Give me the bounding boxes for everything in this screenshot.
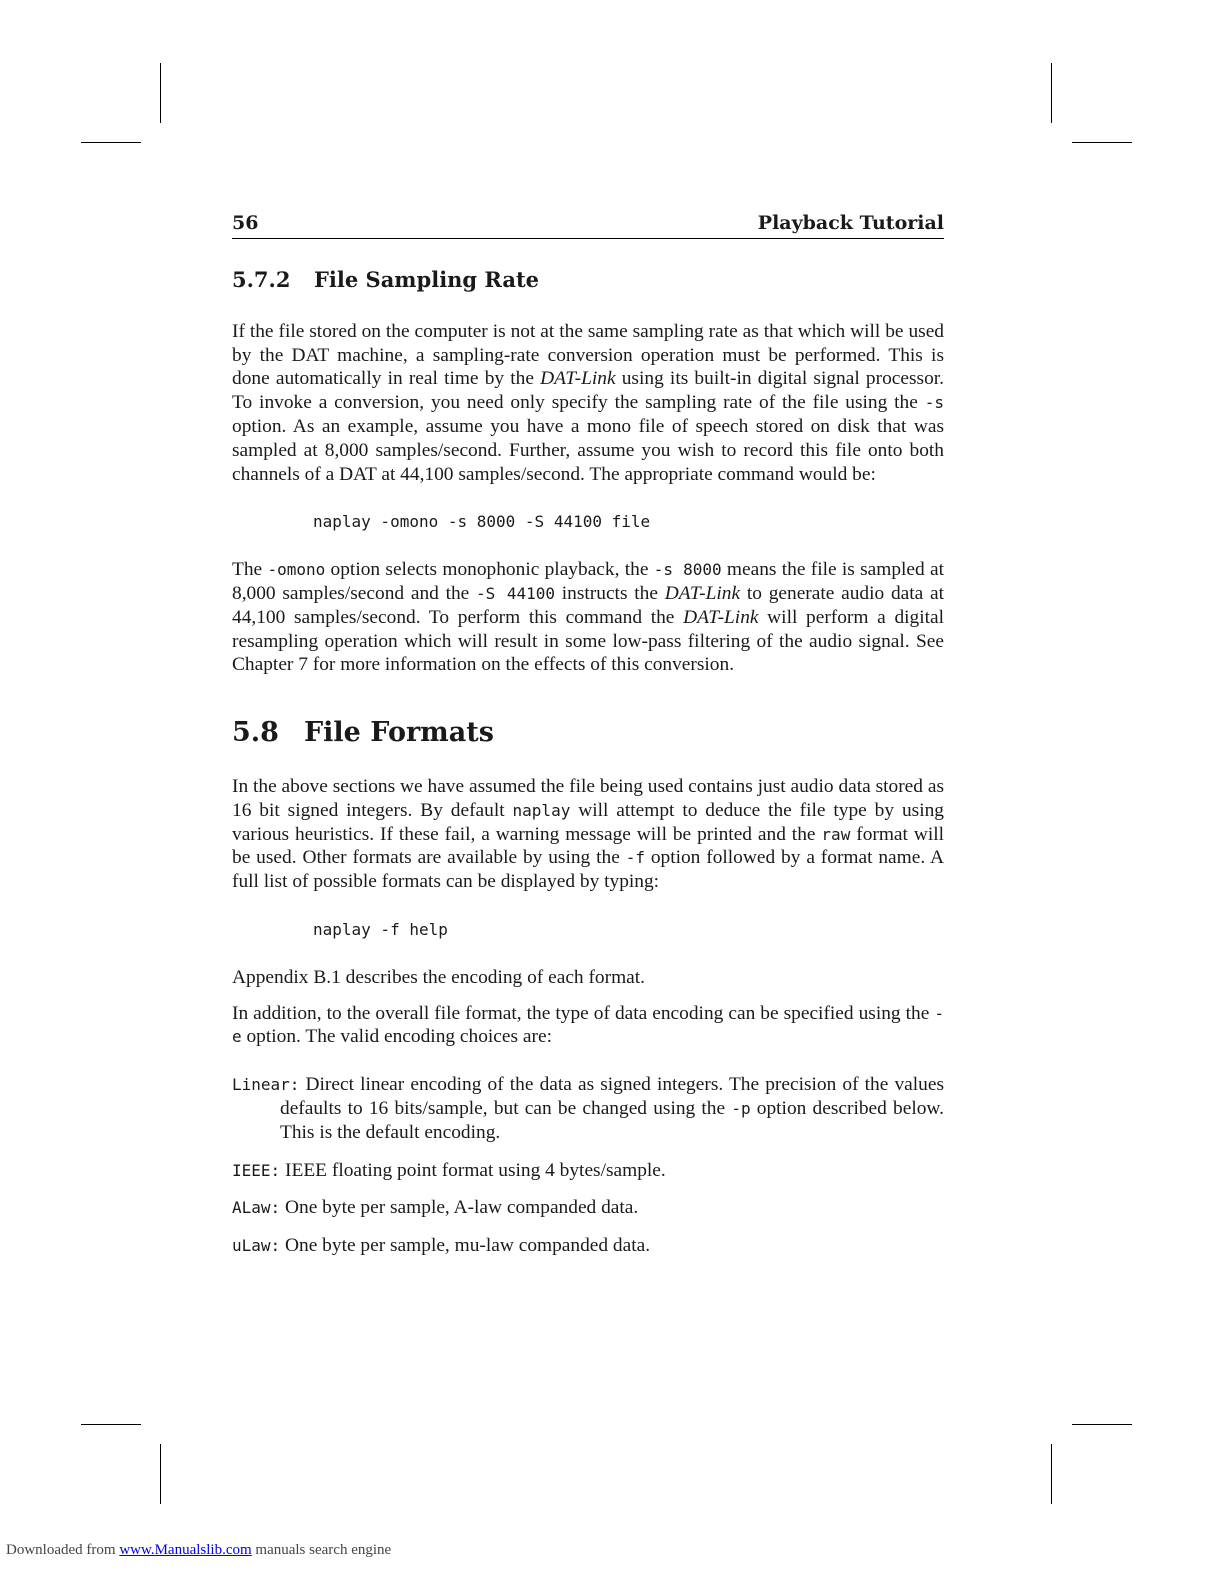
page-content xyxy=(232,268,944,1258)
product-name: DAT-Link xyxy=(664,582,741,604)
manualslib-link[interactable]: www.Manualslib.com xyxy=(119,1542,252,1558)
inline-code: -S 44100 xyxy=(476,583,556,603)
encoding-term: Linear: xyxy=(232,1075,300,1095)
crop-mark xyxy=(1051,1444,1052,1504)
paragraph-omono: The -omono option selects monophonic playback, the -s 8000 means the file is sampled at 8,000 samples/second and the -S 44100 instructs the DAT-Link to generate audio data at 44,100 samples/second. To perform this command the DAT-Link will perform a digital resampling operation which will result in some low-pass filtering of the audio signal. See Chapter 7 for more information on the effects of this conversion. xyxy=(232,559,945,676)
crop-mark xyxy=(81,142,141,143)
encoding-term: ALaw: xyxy=(232,1198,281,1218)
inline-code: -s 8000 xyxy=(653,560,722,580)
inline-code: -s xyxy=(924,393,944,413)
section-title: File Formats xyxy=(304,717,494,749)
inline-code: -omono xyxy=(267,560,326,580)
paragraph-sampling-rate: If the file stored on the computer is not at the same sampling rate as that which will be used by the DAT machine, a sampling-rate conversion operation must be performed. This is done automatically in real time by the DAT-Link using its built-in digital signal processor. To invoke a conversion, you need only specify the sampling rate of the file using the -s option. As an example, assume you have a mono file of speech stored on disk that was sampled at 8,000 samples/second. Further, assume you wish to record this file onto both channels of a DAT at 44,100 samples/second. The appropriate command would be: xyxy=(232,320,945,485)
encoding-item-ulaw: uLaw: One byte per sample, mu-law companded data. xyxy=(232,1235,651,1257)
inline-code: -e xyxy=(232,1003,944,1047)
download-footer: Downloaded from www.Manualslib.com manuals search engine xyxy=(6,1542,392,1558)
encoding-item-linear: Linear: Direct linear encoding of the data as signed integers. The precision of the values defaults to 16 bits/sample, but can be changed using the -p option described below. This is the default encoding. xyxy=(232,1074,944,1143)
section-heading-5-8 xyxy=(232,717,944,749)
crop-mark xyxy=(160,1444,161,1504)
paragraph-file-formats: In the above sections we have assumed the file being used contains just audio data stored as 16 bit signed integers. By default naplay will attempt to deduce the file type by using various heuristics. If these fail, a warning message will be printed and the raw format will be used. Other formats are available by using the -f option followed by a format name. A full list of possible formats can be displayed by typing: xyxy=(232,775,945,893)
crop-mark xyxy=(81,1424,141,1425)
code-command: naplay -omono -s 8000 -S 44100 file xyxy=(313,512,651,532)
encoding-item-ieee: IEEE: IEEE floating point format using 4 bytes/sample. xyxy=(232,1159,666,1181)
inline-code: raw xyxy=(821,824,851,844)
encoding-term: uLaw: xyxy=(232,1236,281,1256)
running-title: Playback Tutorial xyxy=(757,212,944,234)
section-number: 5.7.2 xyxy=(232,267,291,292)
paragraph-encoding-intro: In addition, to the overall file format, the type of data encoding can be specified using the -e option. The valid encoding choices are: xyxy=(232,1002,944,1048)
section-heading-5-7-2 xyxy=(232,268,944,292)
code-command: naplay -f help xyxy=(313,919,448,939)
inline-code: -p xyxy=(731,1098,751,1118)
paragraph-appendix: Appendix B.1 describes the encoding of each format. xyxy=(232,966,645,988)
crop-mark xyxy=(1072,142,1132,143)
encoding-term: IEEE: xyxy=(232,1160,281,1180)
product-name: DAT-Link xyxy=(540,368,616,390)
product-name: DAT-Link xyxy=(683,606,759,628)
crop-mark xyxy=(1072,1424,1132,1425)
inline-code: -f xyxy=(625,848,645,868)
section-title: File Sampling Rate xyxy=(314,267,540,292)
encoding-item-alaw: ALaw: One byte per sample, A-law companded data. xyxy=(232,1197,639,1219)
section-number: 5.8 xyxy=(232,717,279,749)
crop-mark xyxy=(1051,63,1052,123)
running-header xyxy=(232,212,944,239)
inline-code: naplay xyxy=(512,800,571,820)
page-number: 56 xyxy=(232,212,259,234)
crop-mark xyxy=(160,63,161,123)
